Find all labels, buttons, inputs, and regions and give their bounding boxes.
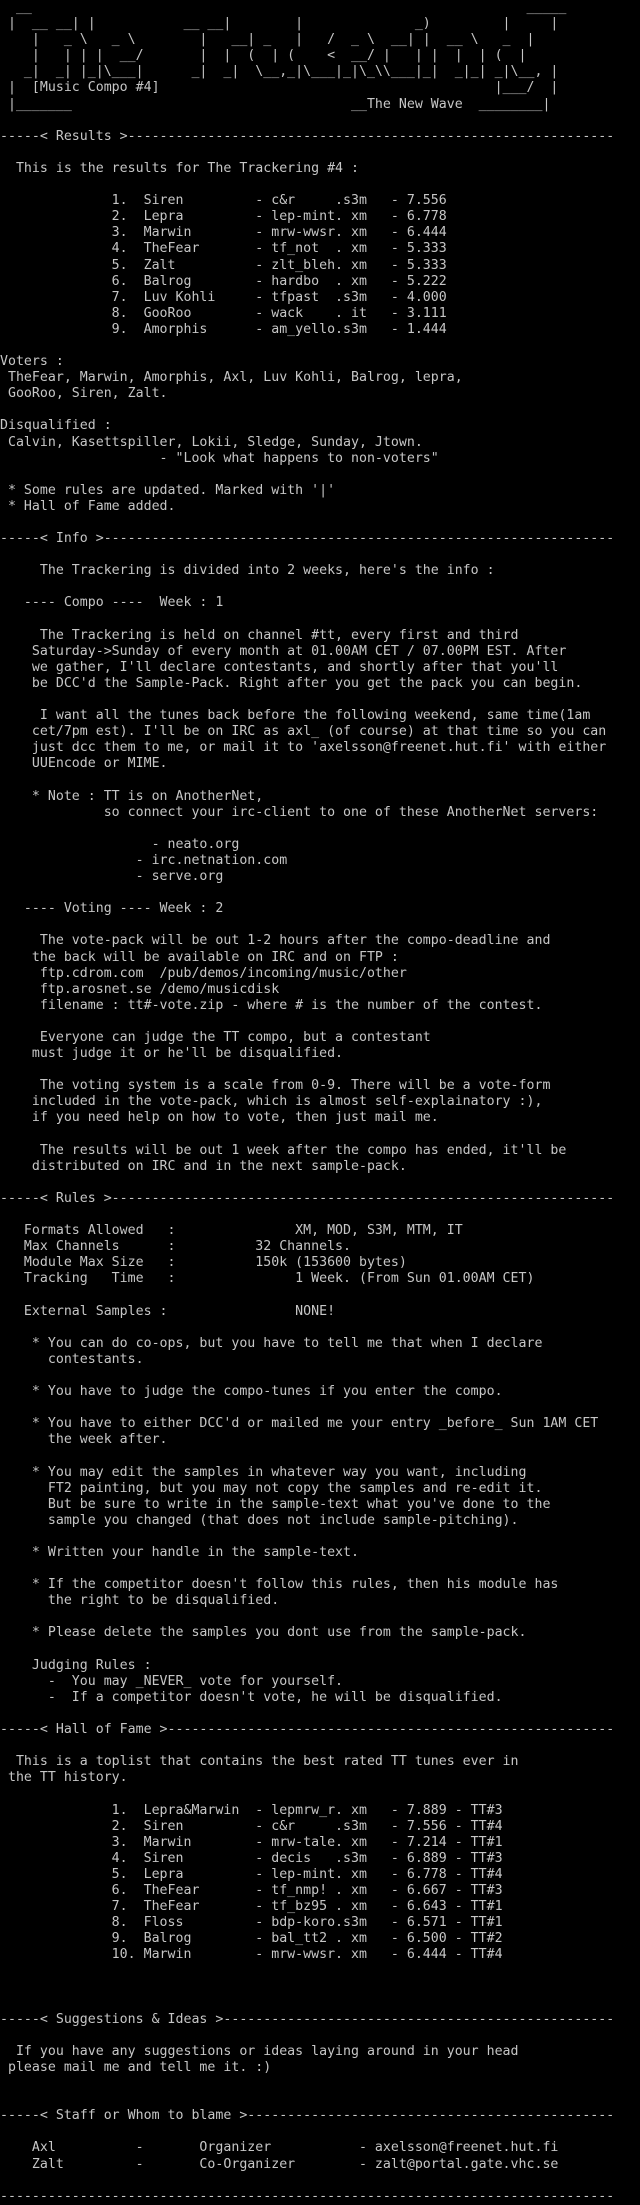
text-line: 4. TheFear - tf_not . xm - 5.333 <box>0 241 447 257</box>
ascii-logo-line: _| _| |_|\___| _| _| \__,_|\___|_|\_\\___|_| _|_| _|\__, | <box>0 64 559 80</box>
text-line <box>0 692 640 708</box>
text-line: 2. Siren - c&r .s3m - 7.556 - TT#4 <box>0 1818 503 1834</box>
text-line: Calvin, Kasettspiller, Lokii, Sledge, Sunday, Jtown. <box>0 434 423 450</box>
section-header: -----< Results >------------------------------------------------------------- <box>0 128 615 144</box>
text-line: 4. Siren - decis .s3m - 6.889 - TT#3 <box>0 1850 503 1866</box>
text-line: ftp.cdrom.com /pub/demos/incoming/music/other <box>0 965 407 981</box>
text-line <box>0 885 640 901</box>
text-line: The Trackering is held on channel #tt, every first and third <box>0 627 519 643</box>
text-line <box>0 338 640 354</box>
section-header: -----< Suggestions & Ideas >------------------------------------------------- <box>0 2011 615 2027</box>
text-line: please mail me and tell me it. :) <box>0 2060 272 2075</box>
text-line: If you have any suggestions or ideas laying around in your head <box>0 2043 519 2059</box>
text-line: 3. Marwin - mrw-tale. xm - 7.214 - TT#1 <box>0 1834 503 1850</box>
text-line <box>0 1738 640 1754</box>
text-line: distributed on IRC and in the next sample-pack. <box>0 1158 407 1174</box>
text-line: - irc.netnation.com <box>0 852 288 868</box>
text-line: TheFear, Marwin, Amorphis, Axl, Luv Kohli, Balrog, lepra, <box>0 370 463 386</box>
text-line: if you need help on how to vote, then just mail me. <box>0 1110 439 1126</box>
text-line <box>0 1996 640 2012</box>
text-line <box>0 547 640 563</box>
text-line: filename : tt#-vote.zip - where # is the number of the contest. <box>0 997 543 1013</box>
text-line <box>0 1963 640 1979</box>
text-line <box>0 1062 640 1078</box>
ascii-logo-line: | | | | __/ | | ( | ( < __/ | | | | | ( | <box>0 48 527 64</box>
text-line <box>0 1980 640 1996</box>
text-line: Judging Rules : <box>0 1657 152 1673</box>
section-header: -----< Staff or Whom to blame >---------------------------------------------- <box>0 2108 615 2124</box>
text-line: External Samples : NONE! <box>0 1303 336 1319</box>
text-line: * Hall of Fame added. <box>0 498 176 514</box>
text-line <box>0 612 640 628</box>
text-line: 5. Lepra - lep-mint. xm - 6.778 - TT#4 <box>0 1866 503 1882</box>
text-line: the right to be disqualified. <box>0 1593 280 1609</box>
text-line <box>0 467 640 483</box>
text-line: * If the competitor doesn't follow this rules, then his module has <box>0 1577 559 1593</box>
text-line <box>0 402 640 418</box>
text-line: Zalt - Co-Organizer - zalt@portal.gate.vhc.se <box>0 2156 559 2172</box>
text-line: * You have to judge the compo-tunes if you enter the compo. <box>0 1384 503 1400</box>
text-line: * Some rules are updated. Marked with '|' <box>0 482 336 498</box>
text-line <box>0 2173 640 2189</box>
text-line <box>0 1400 640 1416</box>
text-line: * You may edit the samples in whatever way you want, including <box>0 1464 527 1480</box>
text-line <box>0 1014 640 1030</box>
ascii-logo-line: __ _____ <box>0 0 567 15</box>
text-line <box>0 1561 640 1577</box>
text-line <box>0 1320 640 1336</box>
text-line: 10. Marwin - mrw-wwsr. xm - 6.444 - TT#4 <box>0 1947 503 1963</box>
text-line: must judge it or he'll be disqualified. <box>0 1046 344 1062</box>
text-line: Everyone can judge the TT compo, but a contestant <box>0 1030 431 1045</box>
text-line: 9. Balrog - bal_tt2 . xm - 6.500 - TT#2 <box>0 1931 503 1947</box>
text-line: ftp.arosnet.se /demo/musicdisk <box>0 981 280 997</box>
text-line: just dcc them to me, or mail it to 'axelsson@freenet.hut.fi' with either <box>0 740 607 756</box>
text-line: * Please delete the samples you dont use from the sample-pack. <box>0 1625 527 1641</box>
text-line: the TT history. <box>0 1770 128 1786</box>
text-line: ---- Voting ---- Week : 2 <box>0 901 224 917</box>
ascii-logo-line: |_______ __The New Wave ________| <box>0 96 551 112</box>
text-line: Axl - Organizer - axelsson@freenet.hut.fi <box>0 2140 559 2156</box>
text-line: 8. GooRoo - wack . it - 3.111 <box>0 305 447 321</box>
text-line: * You can do co-ops, but you have to tell me that when I declare <box>0 1335 543 1351</box>
text-line: sample you changed (that does not include sample-pitching). <box>0 1512 519 1528</box>
text-line: included in the vote-pack, which is almost self-explainatory :), <box>0 1094 543 1110</box>
section-header: -----< Hall of Fame >-------------------------------------------------------- <box>0 1722 615 1738</box>
text-line <box>0 2076 640 2092</box>
text-line: * Note : TT is on AnotherNet, <box>0 788 264 804</box>
text-line: Voters : <box>0 354 64 370</box>
text-line: cet/7pm est). I'll be on IRC as axl_ (of course) at that time so you can <box>0 724 607 740</box>
text-line: 1. Siren - c&r .s3m - 7.556 <box>0 193 447 209</box>
text-line <box>0 113 640 129</box>
text-line <box>0 1448 640 1464</box>
text-line <box>0 2092 640 2108</box>
text-line: - serve.org <box>0 869 224 885</box>
text-line: 7. Luv Kohli - tfpast .s3m - 4.000 <box>0 289 447 305</box>
text-line <box>0 1706 640 1722</box>
text-line <box>0 177 640 193</box>
text-line <box>0 1127 640 1143</box>
text-line <box>0 145 640 161</box>
text-line: UUEncode or MIME. <box>0 756 168 772</box>
text-line: 2. Lepra - lep-mint. xm - 6.778 <box>0 209 447 225</box>
text-line <box>0 515 640 531</box>
text-line: The voting system is a scale from 0-9. There will be a vote-form <box>0 1078 551 1094</box>
text-line: FT2 painting, but you may not copy the samples and re-edit it. <box>0 1480 543 1496</box>
text-line <box>0 1207 640 1223</box>
text-line: The Trackering is divided into 2 weeks, here's the info : <box>0 563 495 579</box>
text-line: Formats Allowed : XM, MOD, S3M, MTM, IT <box>0 1223 463 1239</box>
text-line: The vote-pack will be out 1-2 hours after the compo-deadline and <box>0 933 551 949</box>
text-line: 7. TheFear - tf_bz95 . xm - 6.643 - TT#1 <box>0 1899 503 1915</box>
text-line: But be sure to write in the sample-text what you've done to the <box>0 1496 551 1512</box>
text-line: I want all the tunes back before the following weekend, same time(1am <box>0 708 591 724</box>
text-line <box>0 1368 640 1384</box>
text-line <box>0 579 640 595</box>
ascii-logo-line: | __ __| | __ __| | _) | | <box>0 16 559 32</box>
text-line: we gather, I'll declare contestants, and shortly after that you'll <box>0 659 559 675</box>
text-line <box>0 1529 640 1545</box>
text-line: * Written your handle in the sample-text. <box>0 1545 359 1560</box>
text-line: 9. Amorphis - am_yello.s3m - 1.444 <box>0 321 447 337</box>
text-line: the back will be available on IRC and on FTP : <box>0 949 399 965</box>
text-line: This is a toplist that contains the best rated TT tunes ever in <box>0 1754 519 1770</box>
text-line: This is the results for The Trackering #4 : <box>0 160 359 176</box>
text-line: 6. TheFear - tf_nmp! . xm - 6.667 - TT#3 <box>0 1882 503 1898</box>
text-line: so connect your irc-client to one of these AnotherNet servers: <box>0 804 599 820</box>
ascii-logo-line: | _ \ _ \ | __| _ | / _ \ __| | __ \ _ | <box>0 32 535 48</box>
text-line: be DCC'd the Sample-Pack. Right after you get the pack you can begin. <box>0 675 583 691</box>
text-line: 1. Lepra&Marwin - lepmrw_r. xm - 7.889 - TT#3 <box>0 1802 503 1818</box>
text-line <box>0 821 640 837</box>
text-line: 8. Floss - bdp-koro.s3m - 6.571 - TT#1 <box>0 1915 503 1931</box>
text-line <box>0 2028 640 2044</box>
text-line: - neato.org <box>0 836 240 852</box>
text-line: 3. Marwin - mrw-wwsr. xm - 6.444 <box>0 225 447 241</box>
text-line: - If a competitor doesn't vote, he will be disqualified. <box>0 1689 503 1705</box>
text-line <box>0 917 640 933</box>
text-line <box>0 1609 640 1625</box>
section-header: -----< Rules >--------------------------------------------------------------- <box>0 1190 615 1206</box>
section-header: -----< Info >---------------------------------------------------------------- <box>0 531 615 547</box>
text-line: contestants. <box>0 1351 144 1367</box>
text-line <box>0 773 640 789</box>
text-line: The results will be out 1 week after the compo has ended, it'll be <box>0 1142 567 1158</box>
text-line <box>0 1642 640 1658</box>
text-line: - "Look what happens to non-voters" <box>0 450 439 466</box>
text-line: ---- Compo ---- Week : 1 <box>0 595 224 611</box>
text-line <box>0 1288 640 1304</box>
text-line: * You have to either DCC'd or mailed me your entry _before_ Sun 1AM CET <box>0 1416 599 1432</box>
text-line <box>0 1175 640 1191</box>
text-line: GooRoo, Siren, Zalt. <box>0 386 168 402</box>
text-line: Saturday->Sunday of every month at 01.00AM CET / 07.00PM EST. After <box>0 643 567 659</box>
text-line: 6. Balrog - hardbo . xm - 5.222 <box>0 273 447 289</box>
text-line: the week after. <box>0 1432 168 1448</box>
text-line: Module Max Size : 150k (153600 bytes) <box>0 1255 407 1271</box>
text-line: Disqualified : <box>0 418 112 434</box>
text-line: Max Channels : 32 Channels. <box>0 1239 351 1255</box>
text-line: - You may _NEVER_ vote for yourself. <box>0 1673 344 1689</box>
divider-line: ----------------------------------------------------------------------------- <box>0 2188 615 2204</box>
text-line: 5. Zalt - zlt_bleh. xm - 5.333 <box>0 257 447 273</box>
text-line <box>0 1786 640 1802</box>
ascii-logo-line: | [Music Compo #4] |___/ | <box>0 80 559 96</box>
text-line: Tracking Time : 1 Week. (From Sun 01.00AM CET) <box>0 1271 535 1287</box>
text-line <box>0 2124 640 2140</box>
